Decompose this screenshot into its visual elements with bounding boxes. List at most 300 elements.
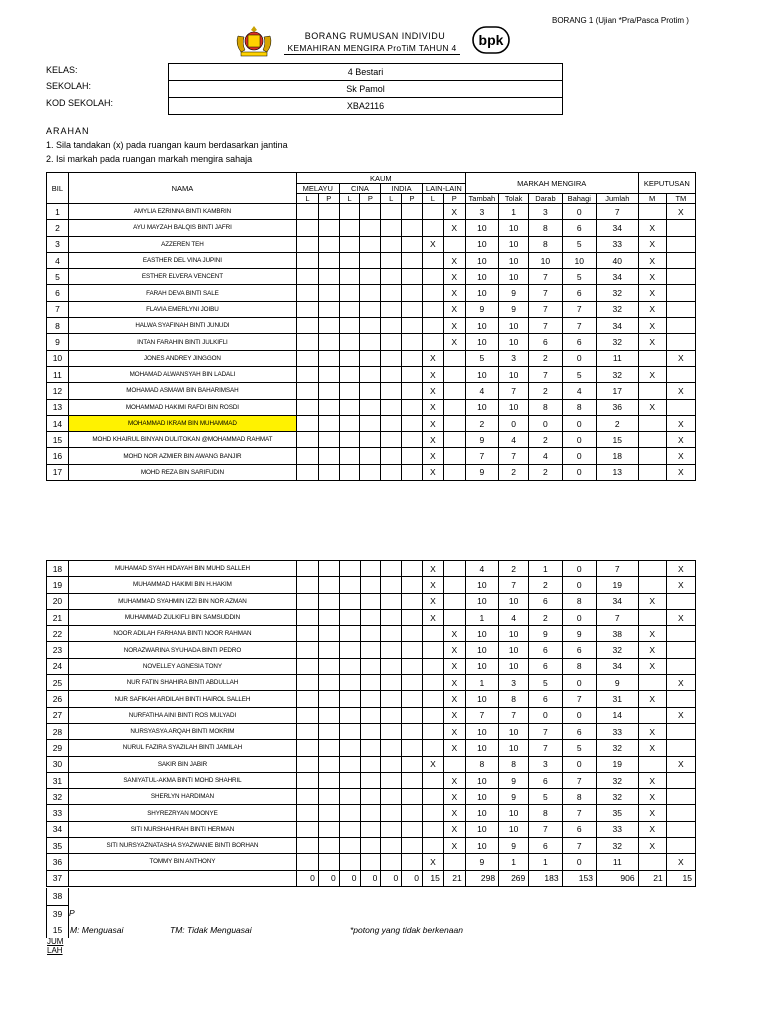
melayu-p-cell — [318, 432, 339, 448]
bil-cell: 22 — [47, 626, 69, 642]
india-p-cell — [402, 838, 423, 854]
lain-l-cell — [422, 334, 443, 350]
india-l-cell — [381, 772, 402, 788]
jumlah-cell: 7 — [596, 609, 638, 625]
header-india: INDIA — [381, 184, 423, 194]
total-cina-p: 0 — [360, 870, 381, 886]
jumlah-cell: 14 — [596, 707, 638, 723]
melayu-p-cell — [318, 577, 339, 593]
bil-cell: 35 — [47, 838, 69, 854]
tm-cell — [666, 269, 695, 285]
melayu-l-cell — [297, 723, 319, 739]
cina-l-cell — [339, 399, 360, 415]
tm-cell — [666, 723, 695, 739]
m-cell — [638, 609, 666, 625]
lain-p-cell: X — [443, 707, 465, 723]
tambah-cell: 10 — [465, 593, 498, 609]
tm-cell — [666, 626, 695, 642]
tambah-cell: 10 — [465, 642, 498, 658]
india-l-cell — [381, 464, 402, 480]
melayu-l-cell — [296, 285, 318, 301]
melayu-p-cell — [318, 366, 339, 382]
tolak-cell: 9 — [499, 285, 529, 301]
total-cina-l: 0 — [339, 870, 360, 886]
darab-cell: 1 — [529, 561, 562, 577]
bil-cell: 27 — [47, 707, 69, 723]
name-cell: NOOR ADILAH FARHANA BINTI NOOR RAHMAN — [68, 626, 296, 642]
tolak-cell: 1 — [499, 204, 529, 220]
darab-cell: 6 — [529, 838, 562, 854]
tolak-cell: 10 — [499, 252, 529, 268]
bil-cell: 31 — [47, 772, 69, 788]
name-cell: EASTHER DEL VINA JUPINI — [68, 252, 296, 268]
m-cell: X — [638, 269, 666, 285]
name-cell: SHYREZRYAN MOONYE — [68, 805, 296, 821]
tm-cell: X — [666, 675, 695, 691]
m-cell — [638, 561, 666, 577]
bahagi-cell: 0 — [562, 609, 596, 625]
india-p-cell — [402, 740, 423, 756]
tolak-cell: 10 — [499, 723, 529, 739]
table-row — [47, 561, 696, 577]
tolak-cell: 9 — [499, 838, 529, 854]
india-p-cell — [402, 577, 423, 593]
bahagi-cell: 8 — [562, 593, 596, 609]
darab-cell: 6 — [529, 642, 562, 658]
melayu-l-cell — [297, 609, 319, 625]
melayu-l-cell — [297, 707, 319, 723]
india-p-cell — [402, 658, 423, 674]
lain-l-cell: X — [422, 383, 443, 399]
lain-p-cell: X — [443, 252, 465, 268]
jumlah-cell: 34 — [596, 220, 638, 236]
tolak-cell: 10 — [499, 236, 529, 252]
cina-p-cell — [360, 448, 381, 464]
cina-p-cell — [360, 561, 381, 577]
instruction-1: 1. Sila tandakan (x) pada ruangan kaum berdasarkan jantina — [46, 140, 288, 150]
bil-cell: 3 — [47, 236, 69, 252]
table-row — [47, 269, 696, 285]
india-p-cell — [402, 464, 423, 480]
legend-m: M: Menguasai — [70, 925, 124, 935]
name-cell: SHERLYN HARDIMAN — [68, 789, 296, 805]
name-cell: NURFATIHA AINI BINTI ROS MULYADI — [68, 707, 296, 723]
darab-cell: 8 — [529, 220, 562, 236]
bil-cell: 17 — [47, 464, 69, 480]
darab-cell: 3 — [529, 204, 562, 220]
m-cell: X — [638, 318, 666, 334]
tambah-cell: 10 — [465, 285, 498, 301]
cina-p-cell — [360, 675, 381, 691]
tm-cell — [666, 252, 695, 268]
cina-l-cell — [339, 269, 360, 285]
name-cell: NUR FATIN SHAHIRA BINTI ABDULLAH — [68, 675, 296, 691]
darab-cell: 7 — [529, 821, 562, 837]
melayu-l-cell — [296, 318, 318, 334]
bahagi-cell: 0 — [562, 448, 596, 464]
tambah-cell: 5 — [465, 350, 498, 366]
melayu-l-cell — [296, 350, 318, 366]
melayu-p-cell — [318, 561, 339, 577]
tolak-cell: 8 — [499, 691, 529, 707]
cina-l-cell — [339, 448, 360, 464]
darab-cell: 2 — [529, 432, 562, 448]
lain-l-cell: X — [423, 756, 444, 772]
tambah-cell: 4 — [465, 561, 498, 577]
bahagi-cell: 0 — [562, 561, 596, 577]
lain-l-cell — [423, 772, 444, 788]
bil-cell: 19 — [47, 577, 69, 593]
india-p-cell — [402, 593, 423, 609]
tolak-cell: 4 — [499, 432, 529, 448]
cina-l-cell — [339, 220, 360, 236]
lain-p-cell — [443, 399, 465, 415]
m-cell — [638, 707, 666, 723]
darab-cell: 2 — [529, 350, 562, 366]
lain-l-cell: X — [423, 593, 444, 609]
header-lain-l: L — [422, 194, 443, 204]
melayu-p-cell — [318, 269, 339, 285]
bahagi-cell: 0 — [562, 577, 596, 593]
jumlah-label: JUM LAH — [47, 937, 64, 955]
melayu-l-cell — [297, 821, 319, 837]
darab-cell: 0 — [529, 415, 562, 431]
tm-cell: X — [666, 609, 695, 625]
lain-p-cell: X — [443, 204, 465, 220]
melayu-l-cell — [296, 383, 318, 399]
bahagi-cell: 7 — [562, 805, 596, 821]
cina-p-cell — [360, 334, 381, 350]
jumlah-cell: 35 — [596, 805, 638, 821]
tambah-cell: 1 — [465, 609, 498, 625]
darab-cell: 6 — [529, 772, 562, 788]
melayu-l-cell — [296, 220, 318, 236]
cina-l-cell — [339, 838, 360, 854]
name-cell: AYU MAYZAH BALQIS BINTI JAFRI — [68, 220, 296, 236]
tambah-cell: 10 — [465, 691, 498, 707]
tm-cell: X — [666, 561, 695, 577]
cina-p-cell — [360, 756, 381, 772]
lain-p-cell — [443, 756, 465, 772]
bahagi-cell: 0 — [562, 707, 596, 723]
name-cell: HALWA SYAFINAH BINTI JUNUDI — [68, 318, 296, 334]
melayu-l-cell — [297, 675, 319, 691]
m-cell: X — [638, 772, 666, 788]
cina-p-cell — [360, 318, 381, 334]
darab-cell: 0 — [529, 707, 562, 723]
header-kaum: KAUM — [296, 173, 465, 184]
table-row — [47, 301, 696, 317]
lain-l-cell: X — [423, 561, 444, 577]
bil-cell: 14 — [47, 415, 69, 431]
tolak-cell: 10 — [499, 642, 529, 658]
name-cell: MOHD REZA BIN SARIFUDIN — [68, 464, 296, 480]
melayu-p-cell — [318, 626, 339, 642]
tm-cell — [666, 301, 695, 317]
tolak-cell: 10 — [499, 366, 529, 382]
instruction-2: 2. Isi markah pada ruangan markah mengira sahaja — [46, 154, 253, 164]
tm-cell: X — [666, 854, 695, 870]
total-lain-l: 15 — [423, 870, 444, 886]
bil-cell: 4 — [47, 252, 69, 268]
india-l-cell — [381, 593, 402, 609]
tolak-cell: 7 — [499, 577, 529, 593]
melayu-l-cell — [296, 334, 318, 350]
darab-cell: 7 — [529, 318, 562, 334]
melayu-p-cell — [318, 675, 339, 691]
bahagi-cell: 8 — [562, 658, 596, 674]
bil-cell: 18 — [47, 561, 69, 577]
india-l-cell — [381, 383, 402, 399]
cina-l-cell — [339, 789, 360, 805]
cina-p-cell — [360, 658, 381, 674]
melayu-l-cell — [297, 838, 319, 854]
melayu-l-cell — [296, 399, 318, 415]
tm-cell: X — [666, 756, 695, 772]
india-p-cell — [402, 772, 423, 788]
india-l-cell — [381, 220, 402, 236]
cina-l-cell — [339, 772, 360, 788]
cina-l-cell — [339, 675, 360, 691]
tm-cell — [666, 740, 695, 756]
cina-p-cell — [360, 740, 381, 756]
tambah-cell: 10 — [465, 772, 498, 788]
india-p-cell — [402, 415, 423, 431]
table-row — [47, 415, 696, 431]
table-row — [47, 675, 696, 691]
india-p-cell — [402, 236, 423, 252]
name-cell: NORAZWARINA SYUHADA BINTI PEDRO — [68, 642, 296, 658]
cina-p-cell — [360, 252, 381, 268]
name-cell: AZZEREN TEH — [68, 236, 296, 252]
totals-bil: 37 — [47, 870, 69, 886]
tm-cell: X — [666, 383, 695, 399]
table-row — [47, 772, 696, 788]
instructions — [46, 124, 288, 166]
m-cell — [638, 756, 666, 772]
jumlah-cell: 36 — [596, 399, 638, 415]
bil-cell: 9 — [47, 334, 69, 350]
melayu-l-cell — [297, 691, 319, 707]
cina-l-cell — [339, 805, 360, 821]
bil-cell: 12 — [47, 383, 69, 399]
jumlah-cell: 11 — [596, 350, 638, 366]
melayu-p-cell — [318, 658, 339, 674]
cina-p-cell — [360, 838, 381, 854]
lain-l-cell — [422, 318, 443, 334]
bil-cell: 8 — [47, 318, 69, 334]
cina-p-cell — [360, 432, 381, 448]
india-p-cell — [402, 561, 423, 577]
table-row — [47, 691, 696, 707]
tolak-cell: 9 — [499, 772, 529, 788]
bil-cell: 33 — [47, 805, 69, 821]
table-row — [47, 854, 696, 870]
total-m: 21 — [638, 870, 666, 886]
header-cina-p: P — [360, 194, 381, 204]
lain-p-cell — [443, 432, 465, 448]
tambah-cell: 9 — [465, 432, 498, 448]
melayu-p-cell — [318, 691, 339, 707]
india-p-cell — [402, 805, 423, 821]
m-cell: X — [638, 236, 666, 252]
tambah-cell: 4 — [465, 383, 498, 399]
table-row — [47, 658, 696, 674]
india-p-cell — [402, 626, 423, 642]
lain-l-cell: X — [422, 350, 443, 366]
melayu-l-cell — [296, 236, 318, 252]
cina-l-cell — [339, 740, 360, 756]
jumlah-cell: 32 — [596, 285, 638, 301]
india-l-cell — [381, 707, 402, 723]
kelas-value: 4 Bestari — [169, 64, 563, 81]
table-row — [47, 334, 696, 350]
tolak-cell: 4 — [499, 609, 529, 625]
tolak-cell: 3 — [499, 675, 529, 691]
bil-cell: 15 — [47, 432, 69, 448]
jumlah-cell: 18 — [596, 448, 638, 464]
tolak-cell: 10 — [499, 318, 529, 334]
melayu-l-cell — [296, 301, 318, 317]
legend-note: *potong yang tidak berkenaan — [350, 925, 463, 935]
m-cell: X — [638, 691, 666, 707]
total-melayu-l: 0 — [297, 870, 319, 886]
lain-l-cell — [423, 675, 444, 691]
bahagi-cell: 6 — [562, 642, 596, 658]
tambah-cell: 9 — [465, 464, 498, 480]
tolak-cell: 7 — [499, 707, 529, 723]
table-row — [47, 432, 696, 448]
m-cell: X — [638, 626, 666, 642]
name-cell: SITI NURSHAHIRAH BINTI HERMAN — [68, 821, 296, 837]
lain-l-cell — [423, 626, 444, 642]
name-cell: MOHAMAD ALWANSYAH BIN LADALI — [68, 366, 296, 382]
name-cell: TOMMY BIN ANTHONY — [68, 854, 296, 870]
melayu-p-cell — [318, 707, 339, 723]
jumlah-cell: 32 — [596, 772, 638, 788]
tambah-cell: 10 — [465, 220, 498, 236]
jumlah-cell: 33 — [596, 236, 638, 252]
bahagi-cell: 0 — [562, 350, 596, 366]
lain-p-cell: X — [443, 269, 465, 285]
bahagi-cell: 5 — [562, 236, 596, 252]
total-tolak: 269 — [499, 870, 529, 886]
tambah-cell: 10 — [465, 805, 498, 821]
india-l-cell — [381, 432, 402, 448]
melayu-p-cell — [318, 415, 339, 431]
jumlah-cell: 19 — [596, 756, 638, 772]
total-lain-p: 21 — [443, 870, 465, 886]
lain-p-cell: X — [443, 301, 465, 317]
india-p-cell — [402, 252, 423, 268]
melayu-p-cell — [318, 383, 339, 399]
tolak-cell: 7 — [499, 448, 529, 464]
bil-cell: 20 — [47, 593, 69, 609]
name-cell: MOHD KHAIRUL BINYAN DULITOKAN @MOHAMMAD RAHMAT — [68, 432, 296, 448]
header-tolak: Tolak — [499, 194, 529, 204]
melayu-p-cell — [318, 821, 339, 837]
m-cell: X — [638, 399, 666, 415]
tolak-cell: 10 — [499, 805, 529, 821]
tm-cell: X — [666, 707, 695, 723]
bil-cell: 36 — [47, 854, 69, 870]
darab-cell: 1 — [529, 854, 562, 870]
table-row — [47, 642, 696, 658]
table-row — [47, 285, 696, 301]
table-row — [47, 350, 696, 366]
lain-p-cell: X — [443, 220, 465, 236]
melayu-p-cell — [318, 805, 339, 821]
table-row — [47, 204, 696, 220]
melayu-p-cell — [318, 593, 339, 609]
melayu-p-cell — [318, 399, 339, 415]
india-l-cell — [381, 448, 402, 464]
india-p-cell — [402, 204, 423, 220]
bil-cell: 23 — [47, 642, 69, 658]
cina-l-cell — [339, 366, 360, 382]
name-cell: SAKIR BIN JABIR — [68, 756, 296, 772]
m-cell: X — [638, 252, 666, 268]
tolak-cell: 2 — [499, 561, 529, 577]
bahagi-cell: 5 — [562, 740, 596, 756]
bil-cell: 2 — [47, 220, 69, 236]
m-cell — [638, 383, 666, 399]
tolak-cell: 0 — [499, 415, 529, 431]
cina-p-cell — [360, 285, 381, 301]
india-p-cell — [402, 399, 423, 415]
cina-p-cell — [360, 577, 381, 593]
cina-p-cell — [360, 464, 381, 480]
cina-p-cell — [360, 220, 381, 236]
lain-p-cell — [443, 854, 465, 870]
jumlah-cell: 32 — [596, 334, 638, 350]
row-38-bil: 38 — [46, 888, 69, 906]
melayu-l-cell — [296, 464, 318, 480]
bahagi-cell: 7 — [562, 301, 596, 317]
melayu-l-cell — [296, 252, 318, 268]
lain-l-cell — [422, 301, 443, 317]
india-p-cell — [402, 723, 423, 739]
tolak-cell: 2 — [499, 464, 529, 480]
tm-cell: X — [666, 415, 695, 431]
tm-cell: X — [666, 577, 695, 593]
tambah-cell: 10 — [465, 789, 498, 805]
india-p-cell — [402, 691, 423, 707]
tolak-cell: 10 — [499, 399, 529, 415]
india-l-cell — [381, 838, 402, 854]
logo-text: bpk — [478, 32, 504, 48]
tolak-cell: 9 — [499, 301, 529, 317]
cina-p-cell — [360, 350, 381, 366]
melayu-p-cell — [318, 334, 339, 350]
melayu-p-cell — [318, 756, 339, 772]
header-tm: TM — [666, 194, 695, 204]
cina-l-cell — [339, 723, 360, 739]
header-darab: Darab — [529, 194, 562, 204]
bil-cell: 1 — [47, 204, 69, 220]
lain-p-cell — [443, 383, 465, 399]
tambah-cell: 10 — [465, 366, 498, 382]
name-cell: NURSYASYA ARQAH BINTI MOKRIM — [68, 723, 296, 739]
jumlah-cell: 11 — [596, 854, 638, 870]
jumlah-cell: 34 — [596, 269, 638, 285]
lain-p-cell — [443, 236, 465, 252]
lain-p-cell — [443, 464, 465, 480]
name-cell: NURUL FAZIRA SYAZILAH BINTI JAMILAH — [68, 740, 296, 756]
tm-cell — [666, 593, 695, 609]
results-table-1 — [46, 172, 696, 481]
table-row — [47, 593, 696, 609]
